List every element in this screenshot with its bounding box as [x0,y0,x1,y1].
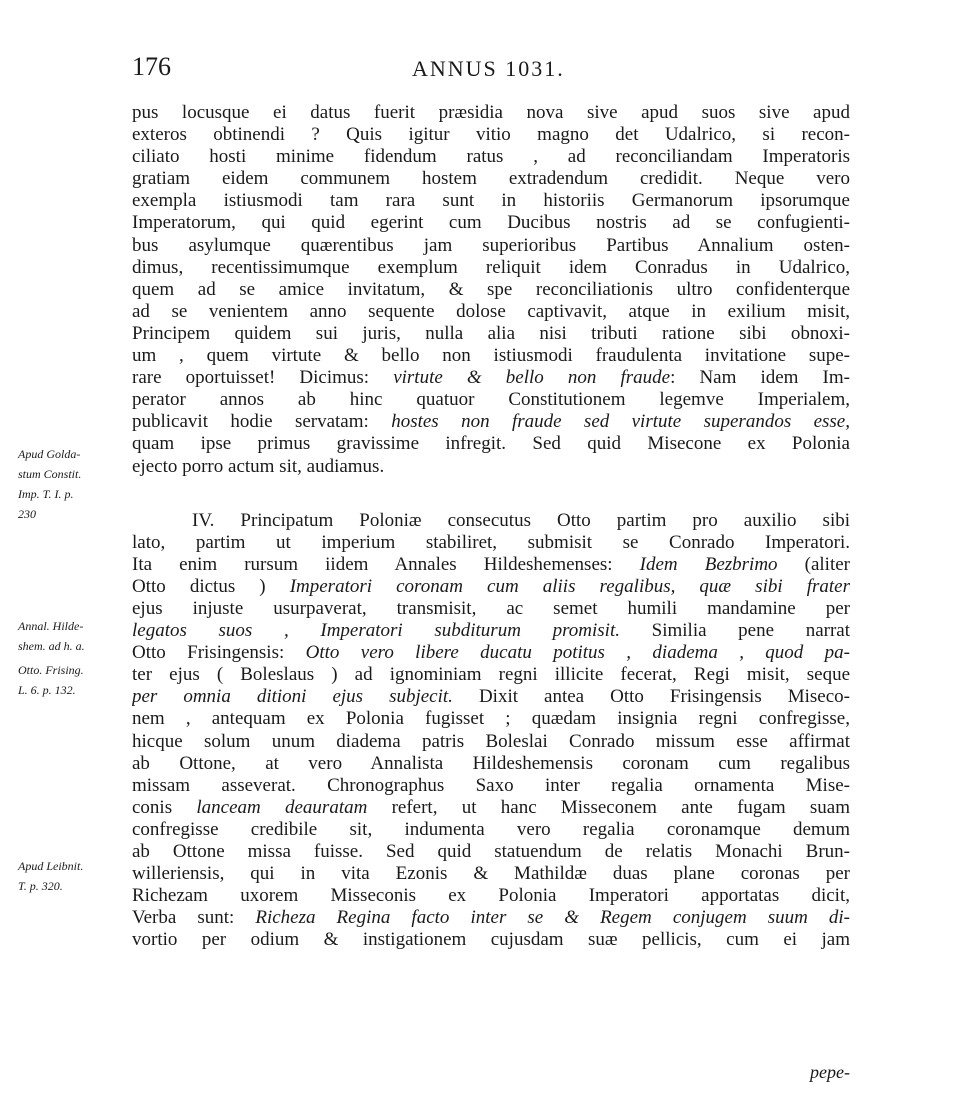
margin-note-annal-hildeshem [18,616,130,656]
page-number: 176 [132,52,171,81]
italic-quote: legatos suos , Imperatori subditurum promisit. [132,620,620,642]
margin-note-line: shem. ad h. a. [18,639,85,653]
text-line: nem , antequam ex Polonia fugisset ; quædam insignia regni confregisse, [132,708,850,730]
text-line [132,576,850,598]
text-run: refert, ut hanc Misseconem ante fugam suam [367,796,850,818]
running-head: ANNUS 1031. [412,56,565,81]
margin-note-goldast [18,444,130,524]
text-run: Otto Frisingensis: [132,642,306,664]
text-run: : Nam idem Im- [670,367,850,389]
text-line [132,411,850,433]
margin-note-line: 230 [18,507,36,521]
text-line: ter ejus ( Boleslaus ) ad ignominiam regni illicite fecerat, Regi misit, seque [132,664,850,686]
text-line: lato, partim ut imperium stabiliret, submisit se Conrado Imperatori. [132,531,850,553]
catchword: pepe- [810,1062,850,1082]
text-run: conis [132,796,197,818]
italic-quote: per omnia ditioni ejus subjecit. [132,686,453,708]
italic-quote: lanceam deauratam [196,796,368,818]
text-line [132,620,850,642]
text-line [132,797,850,819]
text-line: quam ipse primus gravissime infregit. Sed quid Misecone ex Polonia [132,433,850,455]
margin-note-otto-frising [18,660,130,700]
text-line: perator annos ab hinc quatuor Constitutionem legemve Imperialem, [132,389,850,411]
body-text [132,102,850,951]
text-line: um , quem virtute & bello non istiusmodi fraudulenta invitatione supe- [132,345,850,367]
text-line: missam asseverat. Chronographus Saxo inter regalia ornamenta Mise- [132,774,850,796]
text-line [132,642,850,664]
text-run: rare oportuisset! Dicimus: [132,367,394,389]
text-line: ciliato hosti minime fidendum ratus , ad reconciliandam Imperatoris [132,146,850,168]
italic-quote: Imperatori coronam cum aliis regalibus, quæ sibi frater [289,575,850,597]
margin-note-line: Apud Golda- [18,447,81,461]
margin-note-line: L. 6. p. 132. [18,683,76,697]
text-line: IV. Principatum Poloniæ consecutus Otto partim pro auxilio sibi [192,509,850,531]
paragraph-gap [132,478,850,510]
italic-quote: Idem Bezbrimo [639,553,778,575]
text-line: pus locusque ei datus fuerit præsidia nova sive apud suos sive apud [132,102,850,123]
text-line: Richezam uxorem Misseconis ex Polonia Imperatori apportatas dicit, [132,885,850,907]
text-run: publicavit hodie servatam: [132,411,392,433]
margin-note-line: Imp. T. I. p. [18,487,74,501]
text-line [132,907,850,929]
text-run: Verba sunt: [132,907,256,929]
text-line: exempla istiusmodi tam rara sunt in historiis Germanorum ipsorumque [132,190,850,212]
margin-note-line: T. p. 320. [18,879,63,893]
text-line: Principem quidem sui juris, nulla alia nisi tributi ratione sibi obnoxi- [132,322,850,344]
text-line: bus asylumque quærentibus jam superioribus Partibus Annalium osten- [132,234,850,256]
text-run: Similia pene narrat [619,620,850,642]
text-line [132,554,850,576]
text-run: Otto dictus ) [132,575,290,597]
margin-note-leibnitz [18,856,130,896]
text-line: quem ad se amice invitatum, & spe reconciliationis ultro confidenterque [132,278,850,300]
text-line: confregisse credibile sit, indumenta vero regalia coronamque demum [132,818,850,840]
text-line: gratiam eidem communem hostem extradendum credidit. Neque vero [132,168,850,190]
text-line: ejus injuste usurpaverat, transmisit, ac semet humili mandamine per [132,597,850,619]
italic-quote: Richeza Regina facto inter se & Regem conjugem suum di- [255,907,850,929]
text-run: (aliter [777,553,850,575]
text-line: vortio per odium & instigationem cujusdam suæ pellicis, cum ei jam [132,929,850,951]
text-line: ad se venientem anno sequente dolose captivavit, atque in exilium misit, [132,300,850,322]
text-line: ejecto porro actum sit, audiamus. [132,455,385,477]
text-line: ab Ottone, at vero Annalista Hildeshemensis coronam cum regalibus [132,752,850,774]
text-line: hicque solum unum diadema patris Boleslai Conrado missum esse affirmat [132,730,850,752]
text-line [132,367,850,389]
text-line: ab Ottone missa fuisse. Sed quid statuendum de relatis Monachi Brun- [132,841,850,862]
italic-quote: virtute & bello non fraude [393,367,671,389]
text-line: exteros obtinendi ? Quis igitur vitio magno det Udalrico, si recon- [132,124,850,146]
text-line: Imperatorum, qui quid egerint cum Ducibus nostris ad se confugienti- [132,212,850,234]
text-run: Dixit antea Otto Frisingensis Miseco- [452,686,850,708]
text-run: Ita enim rursum iidem Annales Hildeshemenses: [132,553,640,575]
margin-note-line: stum Constit. [18,467,82,481]
italic-quote: Otto vero libere ducatu potitus , diadema , quod pa- [305,642,850,664]
margin-note-line: Annal. Hilde- [18,619,84,633]
page-header [132,52,850,88]
margin-note-line: Apud Leibnit. [18,859,84,873]
text-line: dimus, recentissimumque exemplum reliquit idem Conradus in Udalrico, [132,256,850,278]
margin-note-line: Otto. Frising. [18,663,84,677]
text-line [132,686,850,708]
italic-quote: hostes non fraude sed virtute superandos esse, [391,411,850,433]
text-line: willeriensis, qui in vita Ezonis & Mathildæ duas plane coronas per [132,863,850,885]
